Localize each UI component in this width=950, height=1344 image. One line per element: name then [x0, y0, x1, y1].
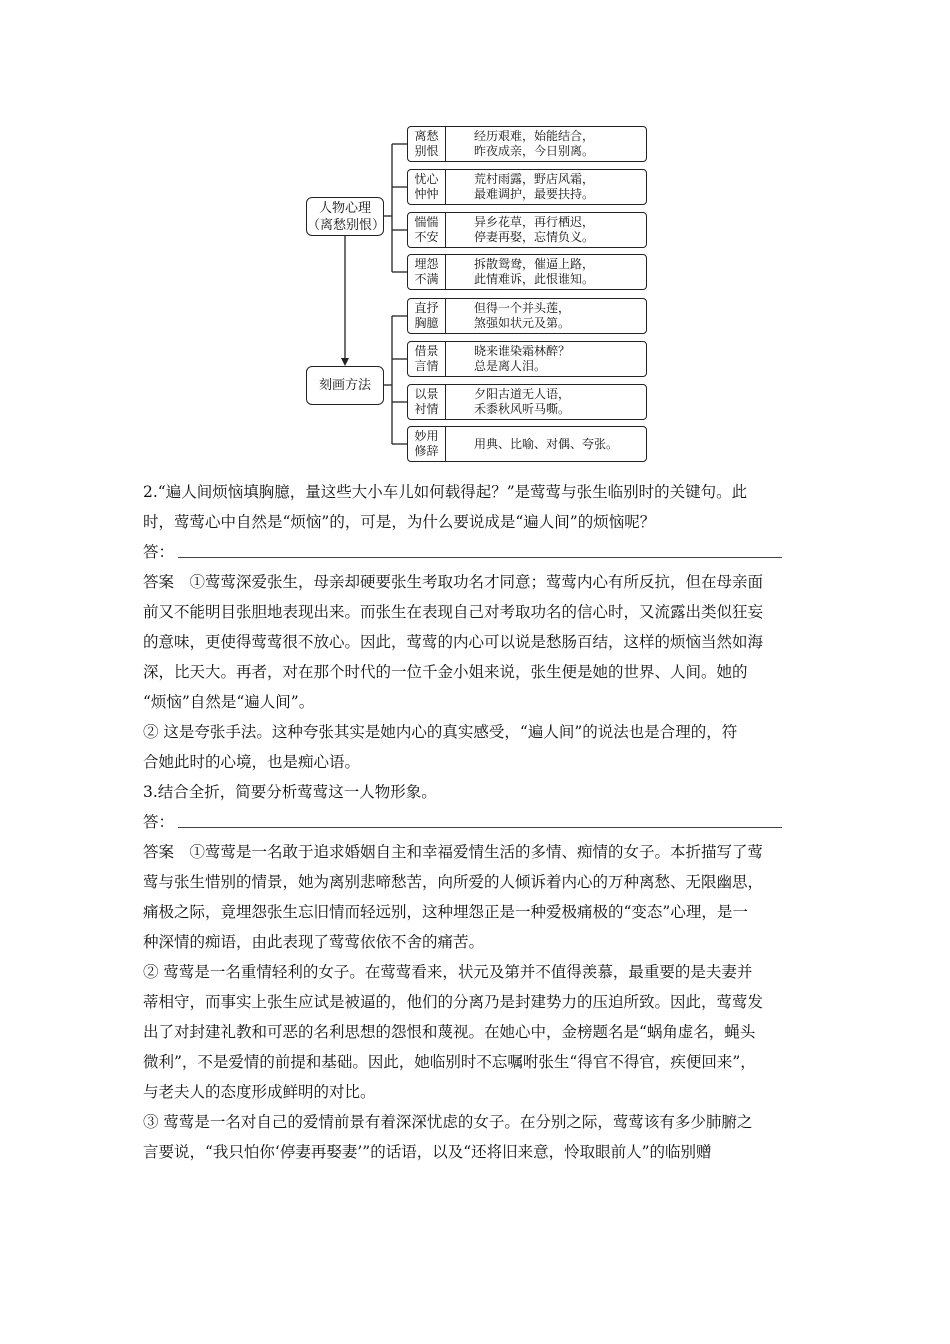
- answer-line: ② 莺莺是一名重情轻利的女子。在莺莺看来，状元及第并不值得羡慕，最重要的是夫妻并: [143, 963, 753, 981]
- leaf-text-line: 昨夜成亲，今日别离。: [474, 144, 595, 158]
- answer-line: 出了对封建礼教和可恶的名利思想的怨恨和蔑视。在她心中，金榜题名是“蜗角虚名，蝇头: [143, 1023, 756, 1041]
- leaf-label-line: 衬情: [414, 402, 439, 416]
- leaf-text-line: 禾黍秋风听马嘶。: [474, 402, 571, 416]
- leaf-label-line: 直抒: [414, 301, 439, 315]
- leaf-text-line: 此情难诉，此恨谁知。: [474, 272, 595, 286]
- diagram-leaf: [407, 384, 647, 420]
- answer-line: 的意味，更使得莺莺很不放心。因此，莺莺的内心可以说是愁肠百结，这样的烦恼当然如海: [143, 633, 764, 651]
- answer-rule: [178, 827, 782, 828]
- answer-line: 答案 ①莺莺深爱张生，母亲却硬要张生考取功名才同意；莺莺内心有所反抗，但在母亲面: [143, 573, 764, 591]
- root-node-title: 人物心理: [318, 200, 371, 216]
- leaf-text: [446, 342, 646, 376]
- leaf-label-line: 胸臆: [414, 316, 439, 330]
- diagram-leaf: [407, 254, 647, 290]
- answer-line: 蒂相守，而事实上张生应试是被逼的，他们的分离乃是封建势力的压迫所致。因此，莺莺发: [143, 993, 764, 1011]
- leaf-text-line: 最难调护，最要扶持。: [474, 187, 595, 201]
- question-3: [143, 777, 813, 807]
- diagram-leaf: [407, 298, 647, 334]
- leaf-label-line: 别恨: [414, 144, 439, 158]
- leaf-label-line: 不安: [414, 230, 439, 244]
- answer-line: 合她此时的心境，也是痴心语。: [143, 753, 361, 771]
- answer-line: 深，比天大。再者，对在那个时代的一位千金小姐来说，张生便是她的世界、人间。她的: [143, 663, 748, 681]
- leaf-text: [446, 127, 646, 161]
- leaf-label: [408, 213, 446, 247]
- leaf-label-line: 离愁: [414, 129, 439, 143]
- leaf-text-line: 夕阳古道无人语，: [474, 387, 571, 401]
- leaf-label-line: 借景: [414, 344, 439, 358]
- answer-rule: [178, 557, 782, 558]
- answer-line: 种深情的痴语，由此表现了莺莺依依不舍的痛苦。: [143, 933, 485, 951]
- leaf-label: [408, 170, 446, 204]
- question-line: 2.“遍人间烦恼填胸臆，量这些大小车儿如何载得起？”是莺莺与张生临别时的关键句。此: [143, 483, 748, 501]
- structure-diagram: [0, 0, 950, 475]
- answer-prompt: 答：: [143, 543, 175, 561]
- leaf-label: [408, 255, 446, 289]
- leaf-text-line: 停妻再娶，忘情负义。: [474, 230, 595, 244]
- leaf-label: [408, 385, 446, 419]
- root-node-psychology: [306, 197, 384, 236]
- leaf-label: [408, 427, 446, 461]
- answer-line: 微利”，不是爱情的前提和基础。因此，她临别时不忘嘱咐张生“得官不得官，疾便回来”，: [143, 1053, 756, 1071]
- answer-prompt: 答：: [143, 813, 175, 831]
- diagram-leaf: [407, 426, 647, 462]
- leaf-text-line: 异乡花草，再行栖迟，: [474, 215, 595, 229]
- root-node-subtitle: （离愁别恨）: [307, 217, 386, 233]
- answer-line: 言要说，“我只怕你‘停妻再娶妻’”的话语，以及“还将旧来意，怜取眼前人”的临别赠: [143, 1143, 712, 1161]
- answer-line: ③ 莺莺是一名对自己的爱情前景有着深深忧虑的女子。在分别之际，莺莺该有多少肺腑之: [143, 1113, 753, 1131]
- answer-line: 与老夫人的态度形成鲜明的对比。: [143, 1083, 376, 1101]
- answer-line: ② 这是夸张手法。这种夸张其实是她内心的真实感受，“遍人间”的说法也是合理的，符: [143, 723, 738, 741]
- root-node-title: 刻画方法: [318, 378, 371, 393]
- leaf-label-line: 惴惴: [414, 215, 439, 229]
- leaf-label-line: 言情: [414, 359, 439, 373]
- answer-q3: [143, 837, 813, 1167]
- leaf-text-line: 煞强如状元及第。: [474, 316, 571, 330]
- leaf-label-line: 妙用: [414, 429, 439, 443]
- leaf-text: [446, 427, 646, 461]
- diagram-leaf: [407, 341, 647, 377]
- leaf-text: [446, 255, 646, 289]
- leaf-label-line: 忡忡: [414, 187, 439, 201]
- leaf-text-line: 用典、比喻、对偶、夸张。: [474, 436, 619, 451]
- leaf-text-line: 但得一个并头莲，: [474, 301, 571, 315]
- answer-line: 莺与张生惜别的情景，她为离别悲啼愁苦，向所爱的人倾诉着内心的万种离愁、无限幽思，: [143, 873, 764, 891]
- leaf-text-line: 荒村雨露，野店风霜，: [474, 172, 595, 186]
- leaf-text-line: 经历艰难，始能结合，: [474, 129, 595, 143]
- leaf-text: [446, 213, 646, 247]
- leaf-text: [446, 385, 646, 419]
- leaf-text: [446, 170, 646, 204]
- diagram-leaf: [407, 169, 647, 205]
- answer-line: 前又不能明目张胆地表现出来。而张生在表现自己对考取功名的信心时，又流露出类似狂妄: [143, 603, 764, 621]
- answer-blank-q3: [143, 807, 782, 837]
- leaf-label-line: 以景: [414, 387, 439, 401]
- answer-blank-q2: [143, 537, 782, 567]
- leaf-label: [408, 127, 446, 161]
- diagram-leaf: [407, 212, 647, 248]
- root-node-methods: [306, 366, 384, 405]
- leaf-label: [408, 342, 446, 376]
- leaf-text-line: 晓来谁染霜林醉？: [474, 344, 571, 358]
- question-line: 时，莺莺心中自然是“烦恼”的，可是，为什么要说成是“遍人间”的烦恼呢？: [143, 513, 656, 531]
- answer-line: 痛极之际，竟埋怨张生忘旧情而轻远别，这种埋怨正是一种爱极痛极的“变态”心理，是一: [143, 903, 748, 921]
- answer-line: 答案 ①莺莺是一名敢于追求婚姻自主和幸福爱情生活的多情、痴情的女子。本折描写了莺: [143, 843, 764, 861]
- leaf-text-line: 拆散鸳鸯，催逼上路，: [474, 257, 595, 271]
- question-line: 3.结合全折，简要分析莺莺这一人物形象。: [143, 783, 437, 801]
- leaf-label-line: 忧心: [414, 172, 439, 186]
- leaf-label-line: 修辞: [414, 444, 439, 458]
- answer-q2: [143, 567, 813, 777]
- leaf-text: [446, 299, 646, 333]
- leaf-label-line: 不满: [414, 272, 439, 286]
- question-2: [143, 477, 813, 537]
- answer-line: “烦恼”自然是“遍人间”。: [143, 693, 315, 711]
- leaf-text-line: 总是离人泪。: [474, 359, 547, 373]
- diagram-leaf: [407, 126, 647, 162]
- leaf-label-line: 埋怨: [414, 257, 439, 271]
- leaf-label: [408, 299, 446, 333]
